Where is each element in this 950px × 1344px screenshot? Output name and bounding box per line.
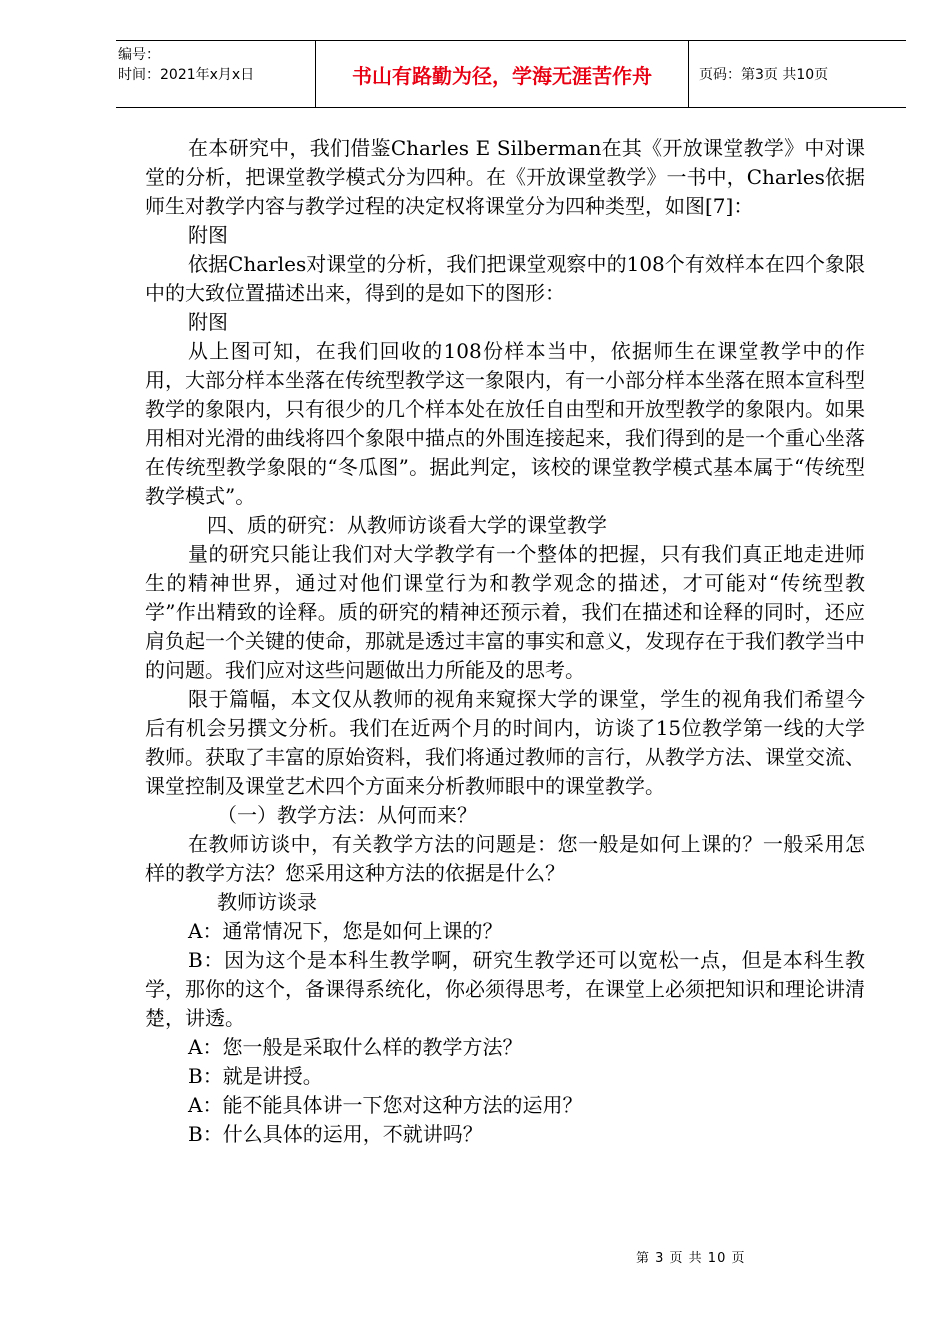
header-left-cell — [116, 41, 315, 107]
page-header — [116, 40, 906, 108]
dialogue-line: B：什么具体的运用，不就讲吗？ — [188, 1122, 483, 1146]
header-page-label: 页码：第3页 共10页 — [699, 67, 829, 83]
dialogue-line: A：通常情况下，您是如何上课的？ — [188, 919, 503, 943]
paragraph-analysis: 从上图可知，在我们回收的108份样本当中，依据师生在课堂教学中的作用，大部分样本坐落在传统型教学这一象限内，有一小部分样本坐落在照本宣科型教学的象限内，只有很少的几个样本处在放任自由型和开放型教学的象限内。如果用相对光滑的曲线将四个象限中描点的外围连接起来，我们得到的是一个重心坐落在传统型教学象限的“冬瓜图”。据此判定，该校的课堂教学模式基本属于“传统型教学模式”。 — [145, 339, 865, 508]
figure-placeholder-2: 附图 — [188, 310, 228, 334]
interview-record-title: 教师访谈录 — [217, 890, 317, 914]
dialogue-line: A：能不能具体讲一下您对这种方法的运用？ — [188, 1093, 583, 1117]
paragraph-sample-description: 依据Charles对课堂的分析，我们把课堂观察中的108个有效样本在四个象限中的大致位置描述出来，得到的是如下的图形： — [145, 252, 865, 305]
header-motto: 书山有路勤为径，学海无涯苦作舟 — [315, 41, 689, 107]
dialogue-line: B：因为这个是本科生教学啊，研究生教学还可以宽松一点，但是本科生教学，那你的这个，备课得系统化，你必须得思考，在课堂上必须把知识和理论讲清楚，讲透。 — [145, 948, 865, 1030]
figure-placeholder-1: 附图 — [188, 223, 228, 247]
paragraph-intro: 在本研究中，我们借鉴Charles E Silberman在其《开放课堂教学》中对课堂的分析，把课堂教学模式分为四种。在《开放课堂教学》一书中，Charles依据师生对教学内容与教学过程的决定权将课堂分为四种类型，如图[7]： — [145, 136, 865, 218]
paragraph-qualitative: 量的研究只能让我们对大学教学有一个整体的把握，只有我们真正地走进师生的精神世界，通过对他们课堂行为和教学观念的描述，才可能对“传统型教学”作出精致的诠释。质的研究的精神还预示着，我们在描述和诠释的同时，还应肩负起一个关键的使命，那就是透过丰富的事实和意义，发现存在于我们教学当中的问题。我们应对这些问题做出力所能及的思考。 — [145, 542, 865, 682]
dialogue-line: A：您一般是采取什么样的教学方法？ — [188, 1035, 523, 1059]
page-footer: 第 3 页 共 10 页 — [636, 1251, 746, 1266]
dialogue-line: B：就是讲授。 — [188, 1064, 323, 1088]
paragraph-scope: 限于篇幅，本文仅从教师的视角来窥探大学的课堂，学生的视角我们希望今后有机会另撰文分析。我们在近两个月的时间内，访谈了15位教学第一线的大学教师。获取了丰富的原始资料，我们将通过教师的言行，从教学方法、课堂交流、课堂控制及课堂艺术四个方面来分析教师眼中的课堂教学。 — [145, 687, 865, 798]
subsection-heading-1: （一）教学方法：从何而来？ — [217, 803, 477, 827]
document-body — [145, 134, 865, 1149]
time-label: 时间：2021年x月x日 — [118, 67, 255, 83]
section-heading-4: 四、质的研究：从教师访谈看大学的课堂教学 — [207, 513, 607, 537]
serial-label: 编号： — [118, 47, 160, 63]
paragraph-interview-question: 在教师访谈中，有关教学方法的问题是：您一般是如何上课的？一般采用怎样的教学方法？您采用这种方法的依据是什么？ — [145, 832, 865, 885]
